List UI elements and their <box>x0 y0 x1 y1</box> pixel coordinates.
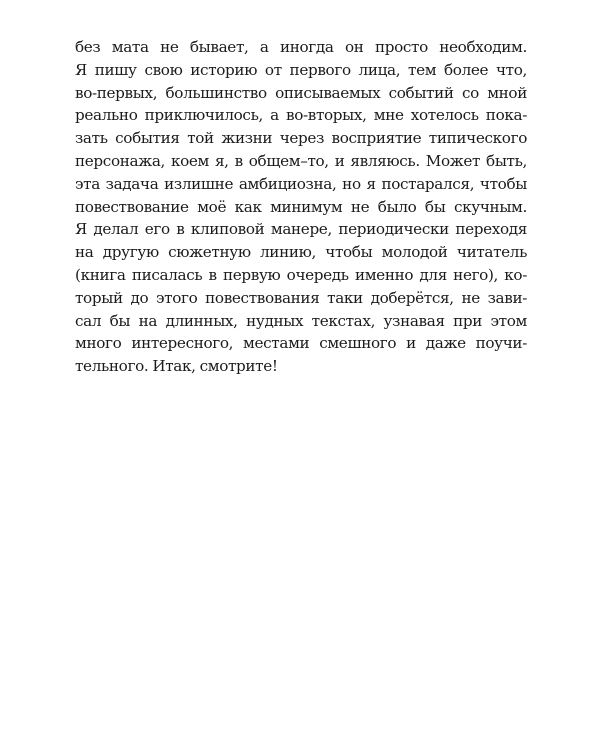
text-line: на другую сюжетную линию, чтобы молодой читатель <box>75 243 527 262</box>
text-line: много интересного, местами смешного и даже поучи- <box>75 334 527 353</box>
text-line: реально приключилось, а во-вторых, мне хотелось пока- <box>75 106 527 125</box>
body-paragraph <box>75 36 527 378</box>
text-line: зать события той жизни через восприятие типического <box>75 129 527 148</box>
text-line: повествование моё как минимум не было бы скучным. <box>75 197 527 216</box>
text-line: (книга писалась в первую очередь именно для него), ко- <box>75 265 527 284</box>
text-line: персонажа, коем я, в общем–то, и являюсь. Может быть, <box>75 151 527 170</box>
text-line: без мата не бывает, а иногда он просто необходим. <box>75 38 527 56</box>
text-line: во-первых, большинство описываемых событий со мной <box>75 83 527 102</box>
text-line: эта задача излишне амбициозна, но я постарался, чтобы <box>75 174 527 193</box>
text-line: торый до этого повествования таки доберётся, не зави- <box>75 288 527 307</box>
text-line: сал бы на длинных, нудных текстах, узнавая при этом <box>75 311 527 330</box>
text-line: Я пишу свою историю от первого лица, тем более что, <box>75 60 527 79</box>
text-line-last: тельного. Итак, смотрите! <box>75 357 278 376</box>
text-line: Я делал его в клиповой манере, периодически переходя <box>75 220 527 239</box>
